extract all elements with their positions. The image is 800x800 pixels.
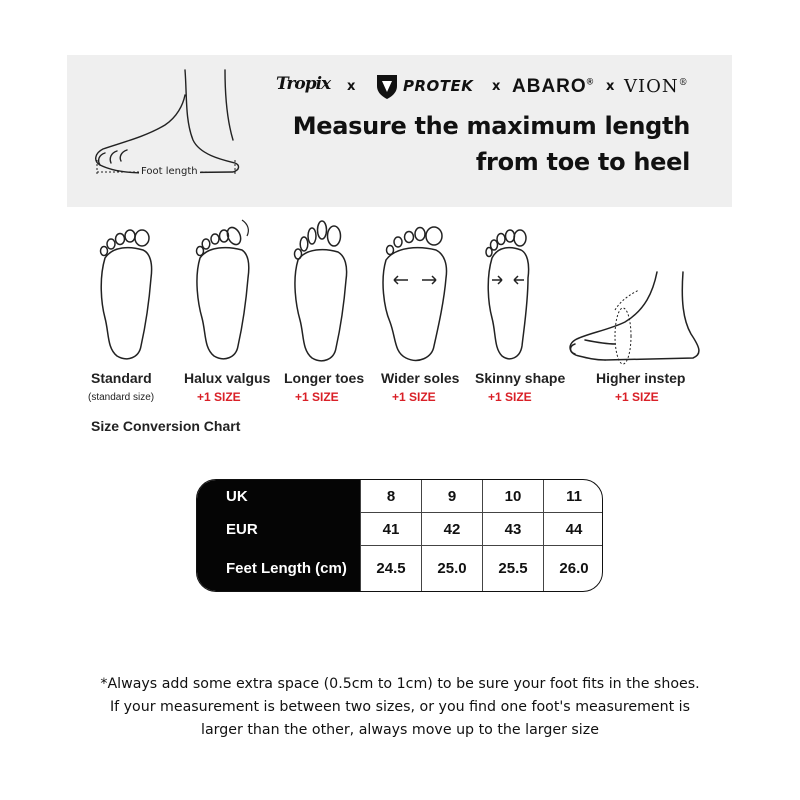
table-cell: 10 — [482, 480, 543, 513]
table-cell: 24.5 — [360, 546, 421, 591]
headline-line-1: Measure the maximum length — [292, 112, 690, 140]
foot-sole-icon — [192, 214, 252, 363]
foot-length-label: Foot length — [141, 166, 198, 177]
brand-separator: x — [492, 79, 501, 94]
brand-separator: x — [347, 79, 356, 94]
foot-type-label: Higher instep — [596, 370, 686, 386]
foot-sole-icon — [95, 218, 155, 363]
table-cell: 42 — [421, 513, 482, 546]
foot-sole-icon — [290, 214, 350, 363]
foot-sole-icon — [380, 216, 450, 363]
chart-title: Size Conversion Chart — [91, 418, 241, 434]
foot-type-label: Skinny shape — [475, 370, 566, 386]
brand-vion-text: VION — [624, 76, 679, 97]
size-adjust-badge: +1 SIZE — [392, 390, 436, 404]
foot-sole-icon — [478, 218, 538, 363]
table-row-header: EUR — [197, 513, 360, 546]
headline-line-2: from toe to heel — [475, 148, 690, 176]
table-cell: 41 — [360, 513, 421, 546]
size-adjust-badge: +1 SIZE — [197, 390, 241, 404]
brand-separator: x — [606, 79, 615, 94]
table-cell: 25.0 — [421, 546, 482, 591]
size-conversion-table — [196, 479, 603, 592]
foot-type-figures — [0, 210, 800, 360]
size-adjust-badge: +1 SIZE — [295, 390, 339, 404]
brand-abaro — [512, 76, 594, 98]
size-adjust-badge: +1 SIZE — [615, 390, 659, 404]
foot-instep-icon — [565, 270, 705, 370]
brand-tropix: Tropix — [276, 74, 331, 94]
protek-shield-icon — [374, 72, 400, 100]
brand-vion-mark: ® — [678, 78, 689, 88]
size-adjust-badge: +1 SIZE — [488, 390, 532, 404]
table-cell: 9 — [421, 480, 482, 513]
brand-row — [276, 70, 696, 102]
foot-type-label: Wider soles — [381, 370, 460, 386]
table-cell: 43 — [482, 513, 543, 546]
table-row-header: Feet Length (cm) — [197, 546, 360, 591]
footnote-line-3: larger than the other, always move up to the larger size — [201, 722, 599, 738]
table-cell: 25.5 — [482, 546, 543, 591]
brand-protek: PROTEK — [403, 77, 474, 95]
brand-abaro-text: ABARO — [512, 76, 587, 97]
foot-type-label: Longer toes — [284, 370, 365, 386]
table-cell: 44 — [543, 513, 603, 546]
foot-type-label: Standard — [91, 370, 152, 386]
table-cell: 11 — [543, 480, 603, 513]
footnote-line-1: *Always add some extra space (0.5cm to 1cm) to be sure your foot fits in the shoes. — [100, 676, 700, 692]
brand-abaro-mark: ® — [586, 76, 595, 87]
table-cell: 26.0 — [543, 546, 603, 591]
footnote-line-2: If your measurement is between two sizes, or you find one foot's measurement is — [109, 699, 691, 715]
foot-type-sub: (standard size) — [88, 392, 155, 403]
table-cell: 8 — [360, 480, 421, 513]
brand-vion — [624, 76, 689, 97]
table-row-header: UK — [197, 480, 360, 513]
foot-type-label: Halux valgus — [184, 370, 271, 386]
